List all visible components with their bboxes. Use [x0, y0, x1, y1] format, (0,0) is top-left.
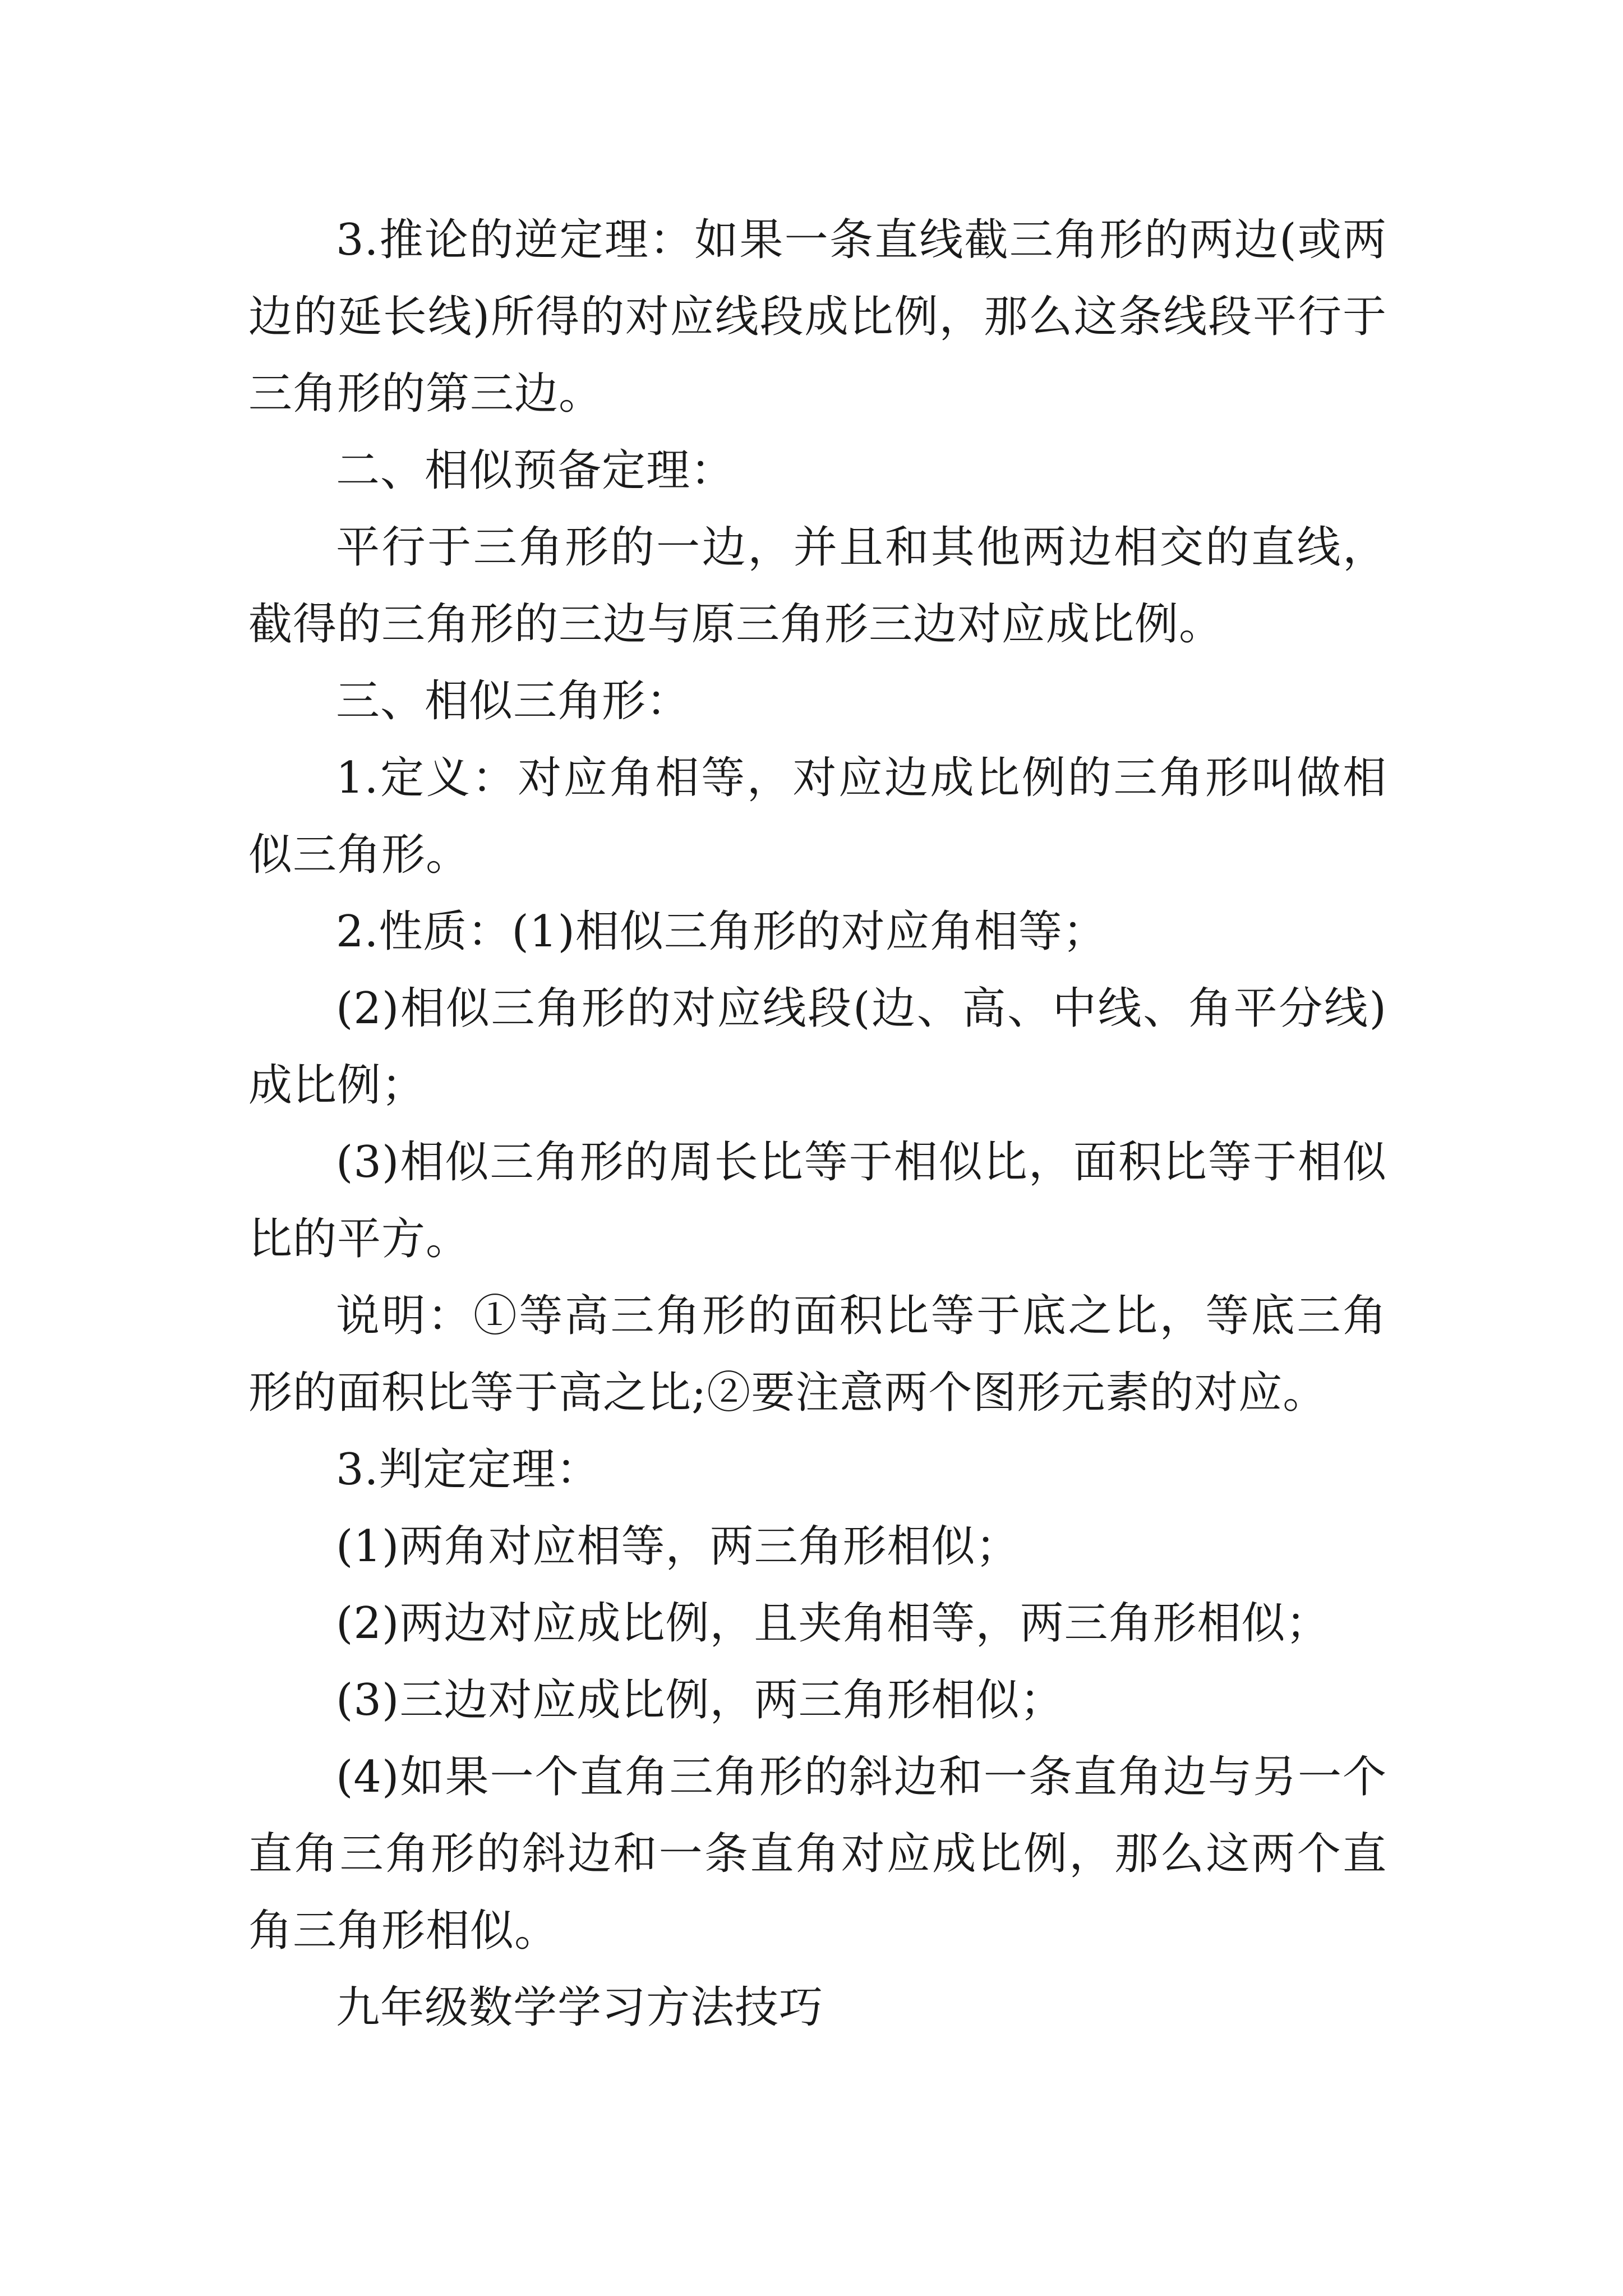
heading-study-tips: 九年级数学学习方法技巧	[336, 1982, 824, 2033]
heading-similar-triangles: 三、相似三角形：	[336, 676, 691, 726]
paragraph-theorem-2: (2)两边对应成比例，且夹角相等，两三角形相似；	[336, 1598, 1330, 1649]
paragraph-definition: 1.定义：对应角相等，对应边成比例的三角形叫做相似三角形。	[248, 753, 1387, 880]
paragraph-property-1: 2.性质：(1)相似三角形的对应角相等；	[336, 907, 1107, 957]
paragraph-preliminary-theorem: 平行于三角形的一边，并且和其他两边相交的直线，截得的三角形的三边与原三角形三边对应成比例。	[248, 522, 1387, 650]
paragraph-property-3: (3)相似三角形的周长比等于相似比，面积比等于相似比的平方。	[248, 1137, 1387, 1264]
document-body	[248, 202, 1387, 2046]
heading-similarity-preliminary-theorem: 二、相似预备定理：	[336, 445, 735, 496]
paragraph-theorem-4: (4)如果一个直角三角形的斜边和一条直角边与另一个直角三角形的斜边和一条直角对应成比例，那么这两个直角三角形相似。	[248, 1752, 1387, 1956]
paragraph-converse-theorem: 3.推论的逆定理：如果一条直线截三角形的两边(或两边的延长线)所得的对应线段成比例，那么这条线段平行于三角形的第三边。	[248, 215, 1387, 419]
paragraph-note: 说明：①等高三角形的面积比等于底之比，等底三角形的面积比等于高之比;②要注意两个图形元素的对应。	[248, 1291, 1387, 1418]
paragraph-property-2: (2)相似三角形的对应线段(边、高、中线、角平分线)成比例；	[248, 983, 1387, 1111]
paragraph-theorem-3: (3)三边对应成比例，两三角形相似；	[336, 1675, 1064, 1726]
heading-decision-theorems: 3.判定定理：	[336, 1444, 601, 1495]
paragraph-theorem-1: (1)两角对应相等，两三角形相似；	[336, 1521, 1020, 1572]
